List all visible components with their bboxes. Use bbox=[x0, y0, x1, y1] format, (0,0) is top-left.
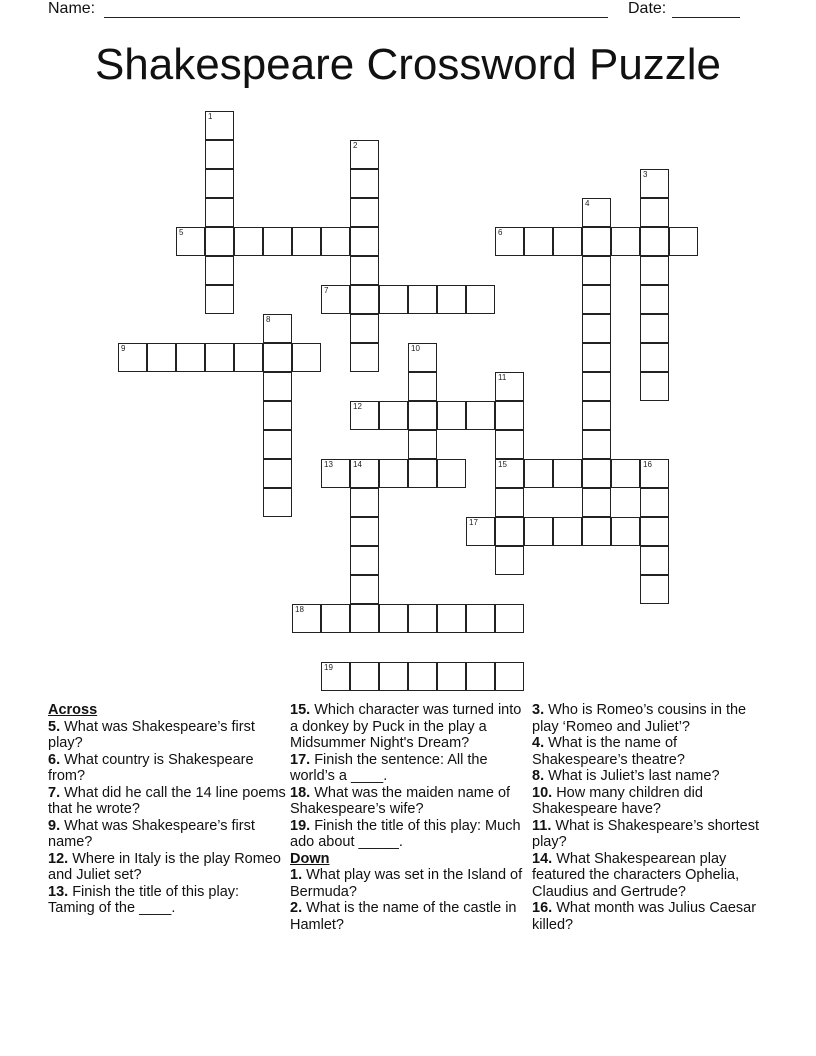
crossword-cell[interactable] bbox=[582, 401, 611, 430]
crossword-cell[interactable] bbox=[582, 372, 611, 401]
clue-item bbox=[532, 702, 770, 735]
crossword-cell[interactable] bbox=[640, 169, 669, 198]
cell-number: 1 bbox=[208, 112, 213, 121]
crossword-cell[interactable] bbox=[408, 343, 437, 372]
crossword-cell[interactable] bbox=[118, 343, 147, 372]
clue-item bbox=[290, 900, 528, 933]
clue-text: How many children did Shakespeare have? bbox=[532, 784, 703, 817]
crossword-cell[interactable] bbox=[408, 401, 437, 430]
crossword-cell[interactable] bbox=[205, 343, 234, 372]
clue-text: What country is Shakespeare from? bbox=[48, 751, 254, 784]
cell-number: 19 bbox=[324, 663, 333, 672]
clue-column-3 bbox=[532, 702, 770, 933]
crossword-cell[interactable] bbox=[350, 488, 379, 517]
crossword-cell[interactable] bbox=[234, 227, 263, 256]
clue-item bbox=[532, 818, 770, 851]
clue-item bbox=[532, 735, 770, 768]
cell-number: 12 bbox=[353, 402, 362, 411]
crossword-cell[interactable] bbox=[524, 517, 553, 546]
crossword-cell[interactable] bbox=[408, 430, 437, 459]
crossword-cell[interactable] bbox=[437, 604, 466, 633]
clue-item bbox=[290, 818, 528, 851]
clue-item bbox=[290, 752, 528, 785]
crossword-cell[interactable] bbox=[205, 111, 234, 140]
clue-number: 5. bbox=[48, 718, 61, 735]
crossword-cell[interactable] bbox=[292, 604, 321, 633]
cell-number: 6 bbox=[498, 228, 503, 237]
crossword-cell[interactable] bbox=[466, 401, 495, 430]
crossword-cell[interactable] bbox=[640, 343, 669, 372]
crossword-cell[interactable] bbox=[640, 459, 669, 488]
crossword-cell[interactable] bbox=[437, 285, 466, 314]
clue-item bbox=[290, 785, 528, 818]
clue-text: What Shakespearean play featured the characters Ophelia, Claudius and Gertrude? bbox=[532, 850, 740, 900]
clue-item bbox=[532, 768, 770, 785]
crossword-cell[interactable] bbox=[495, 662, 524, 691]
crossword-cell[interactable] bbox=[640, 517, 669, 546]
crossword-cell[interactable] bbox=[582, 430, 611, 459]
crossword-cell[interactable] bbox=[408, 459, 437, 488]
clue-number: 8. bbox=[532, 768, 545, 784]
clue-item bbox=[48, 884, 286, 917]
crossword-cell[interactable] bbox=[350, 314, 379, 343]
crossword-cell[interactable] bbox=[176, 227, 205, 256]
clue-number: 12. bbox=[48, 850, 69, 867]
clue-number: 11. bbox=[532, 817, 552, 834]
crossword-cell[interactable] bbox=[640, 314, 669, 343]
crossword-cell[interactable] bbox=[263, 401, 292, 430]
crossword-cell[interactable] bbox=[263, 459, 292, 488]
crossword-cell[interactable] bbox=[582, 517, 611, 546]
clue-text: Finish the sentence: All the world’s a ____. bbox=[290, 751, 488, 784]
crossword-cell[interactable] bbox=[582, 256, 611, 285]
crossword-cell[interactable] bbox=[437, 662, 466, 691]
clue-number: 15. bbox=[290, 702, 311, 718]
crossword-cell[interactable] bbox=[205, 169, 234, 198]
crossword-cell[interactable] bbox=[495, 372, 524, 401]
crossword-cell[interactable] bbox=[640, 285, 669, 314]
crossword-cell[interactable] bbox=[379, 401, 408, 430]
crossword-cell[interactable] bbox=[495, 401, 524, 430]
crossword-cell[interactable] bbox=[640, 256, 669, 285]
clue-text: What was Shakespeare’s first play? bbox=[48, 718, 255, 751]
crossword-cell[interactable] bbox=[495, 488, 524, 517]
crossword-cell[interactable] bbox=[321, 227, 350, 256]
crossword-cell[interactable] bbox=[611, 517, 640, 546]
crossword-cell[interactable] bbox=[495, 604, 524, 633]
clue-text: Who is Romeo’s cousins in the play ‘Romeo and Juliet’? bbox=[532, 702, 747, 735]
cell-number: 15 bbox=[498, 460, 507, 469]
crossword-cell[interactable] bbox=[205, 227, 234, 256]
clue-item bbox=[290, 702, 528, 752]
crossword-cell[interactable] bbox=[350, 227, 379, 256]
clue-number: 13. bbox=[48, 883, 69, 900]
crossword-cell[interactable] bbox=[350, 343, 379, 372]
crossword-cell[interactable] bbox=[263, 488, 292, 517]
crossword-cell[interactable] bbox=[350, 169, 379, 198]
crossword-cell[interactable] bbox=[495, 227, 524, 256]
crossword-cell[interactable] bbox=[611, 227, 640, 256]
clue-item bbox=[48, 851, 286, 884]
crossword-cell[interactable] bbox=[350, 285, 379, 314]
crossword-cell[interactable] bbox=[350, 401, 379, 430]
clue-number: 17. bbox=[290, 751, 311, 768]
crossword-cell[interactable] bbox=[408, 604, 437, 633]
crossword-cell[interactable] bbox=[205, 140, 234, 169]
clue-text: What did he call the 14 line poems that he wrote? bbox=[48, 784, 286, 817]
crossword-cell[interactable] bbox=[205, 285, 234, 314]
clue-number: 9. bbox=[48, 817, 61, 834]
crossword-cell[interactable] bbox=[408, 662, 437, 691]
crossword-cell[interactable] bbox=[553, 459, 582, 488]
crossword-cell[interactable] bbox=[263, 430, 292, 459]
clue-number: 3. bbox=[532, 702, 545, 718]
crossword-cell[interactable] bbox=[350, 256, 379, 285]
cell-number: 3 bbox=[643, 170, 648, 179]
crossword-cell[interactable] bbox=[176, 343, 205, 372]
crossword-cell[interactable] bbox=[553, 517, 582, 546]
clue-text: Finish the title of this play: Taming of the ____. bbox=[48, 883, 240, 916]
crossword-cell[interactable] bbox=[640, 546, 669, 575]
crossword-cell[interactable] bbox=[640, 198, 669, 227]
page-title: Shakespeare Crossword Puzzle bbox=[94, 40, 722, 89]
clue-number: 19. bbox=[290, 817, 311, 834]
crossword-cell[interactable] bbox=[379, 604, 408, 633]
crossword-cell[interactable] bbox=[263, 343, 292, 372]
clue-text: What was Shakespeare’s first name? bbox=[48, 817, 255, 850]
crossword-cell[interactable] bbox=[582, 285, 611, 314]
crossword-cell[interactable] bbox=[640, 372, 669, 401]
date-label: Date: bbox=[628, 0, 667, 17]
crossword-cell[interactable] bbox=[553, 227, 582, 256]
clue-text: What is Juliet’s last name? bbox=[548, 768, 720, 784]
crossword-cell[interactable] bbox=[466, 517, 495, 546]
crossword-cell[interactable] bbox=[321, 604, 350, 633]
crossword-cell[interactable] bbox=[466, 604, 495, 633]
cell-number: 14 bbox=[353, 460, 362, 469]
crossword-cell[interactable] bbox=[495, 546, 524, 575]
clue-item bbox=[532, 851, 770, 901]
crossword-cell[interactable] bbox=[437, 401, 466, 430]
crossword-cell[interactable] bbox=[350, 459, 379, 488]
crossword-cell[interactable] bbox=[408, 285, 437, 314]
crossword-cell[interactable] bbox=[379, 459, 408, 488]
crossword-cell[interactable] bbox=[611, 459, 640, 488]
clue-number: 1. bbox=[290, 867, 303, 883]
crossword-cell[interactable] bbox=[524, 459, 553, 488]
clue-number: 10. bbox=[532, 784, 553, 801]
crossword-cell[interactable] bbox=[582, 314, 611, 343]
crossword-cell[interactable] bbox=[582, 343, 611, 372]
clue-text: What is the name of the castle in Hamlet? bbox=[290, 900, 517, 933]
crossword-cell[interactable] bbox=[263, 227, 292, 256]
cell-number: 10 bbox=[411, 344, 420, 353]
crossword-cell[interactable] bbox=[292, 227, 321, 256]
down-heading: Down bbox=[290, 850, 330, 867]
clue-number: 14. bbox=[532, 850, 553, 867]
clue-item bbox=[48, 752, 286, 785]
crossword-cell[interactable] bbox=[582, 459, 611, 488]
crossword-cell[interactable] bbox=[582, 198, 611, 227]
cell-number: 16 bbox=[643, 460, 652, 469]
crossword-cell[interactable] bbox=[640, 488, 669, 517]
crossword-cell[interactable] bbox=[582, 488, 611, 517]
clue-column-2 bbox=[290, 702, 528, 933]
crossword-cell[interactable] bbox=[408, 372, 437, 401]
crossword-cell[interactable] bbox=[379, 285, 408, 314]
clue-number: 18. bbox=[290, 784, 311, 801]
cell-number: 8 bbox=[266, 315, 271, 324]
crossword-cell[interactable] bbox=[234, 343, 263, 372]
crossword-cell[interactable] bbox=[321, 285, 350, 314]
crossword-cell[interactable] bbox=[495, 517, 524, 546]
cell-number: 13 bbox=[324, 460, 333, 469]
clue-text: What was the maiden name of Shakespeare’s wife? bbox=[290, 784, 511, 817]
cell-number: 4 bbox=[585, 199, 590, 208]
crossword-cell[interactable] bbox=[205, 198, 234, 227]
cell-number: 17 bbox=[469, 518, 478, 527]
crossword-cell[interactable] bbox=[466, 285, 495, 314]
crossword-cell[interactable] bbox=[350, 575, 379, 604]
crossword-cell[interactable] bbox=[350, 140, 379, 169]
clue-text: Where in Italy is the play Romeo and Juliet set? bbox=[48, 850, 281, 883]
clue-item bbox=[290, 867, 528, 900]
crossword-cell[interactable] bbox=[147, 343, 176, 372]
cell-number: 2 bbox=[353, 141, 358, 150]
crossword-cell[interactable] bbox=[350, 662, 379, 691]
clue-text: What month was Julius Caesar killed? bbox=[532, 900, 757, 933]
crossword-cell[interactable] bbox=[379, 662, 408, 691]
clue-text: What is Shakespeare’s shortest play? bbox=[532, 817, 760, 850]
clue-item bbox=[48, 818, 286, 851]
cell-number: 9 bbox=[121, 344, 126, 353]
crossword-cell[interactable] bbox=[495, 430, 524, 459]
crossword-cell[interactable] bbox=[437, 459, 466, 488]
clue-number: 7. bbox=[48, 784, 61, 801]
clue-number: 2. bbox=[290, 900, 303, 916]
crossword-cell[interactable] bbox=[466, 662, 495, 691]
clue-item bbox=[532, 900, 770, 933]
clue-item bbox=[48, 719, 286, 752]
clue-number: 16. bbox=[532, 900, 553, 916]
crossword-cell[interactable] bbox=[321, 459, 350, 488]
crossword-cell[interactable] bbox=[582, 227, 611, 256]
clue-item bbox=[48, 785, 286, 818]
clue-item bbox=[532, 785, 770, 818]
crossword-cell[interactable] bbox=[292, 343, 321, 372]
cell-number: 7 bbox=[324, 286, 329, 295]
crossword-cell[interactable] bbox=[263, 372, 292, 401]
cell-number: 18 bbox=[295, 605, 304, 614]
clue-text: What is the name of Shakespeare’s theatre? bbox=[532, 735, 685, 768]
crossword-cell[interactable] bbox=[640, 227, 669, 256]
name-label: Name: bbox=[48, 0, 96, 17]
crossword-cell[interactable] bbox=[350, 546, 379, 575]
clue-text: Which character was turned into a donkey by Puck in the play a Midsummer Night's Dream? bbox=[290, 702, 522, 751]
clue-text: What play was set in the Island of Bermuda? bbox=[290, 867, 523, 900]
crossword-cell[interactable] bbox=[321, 662, 350, 691]
cell-number: 11 bbox=[498, 373, 507, 382]
crossword-cell[interactable] bbox=[350, 517, 379, 546]
crossword-cell[interactable] bbox=[350, 604, 379, 633]
clue-column-1 bbox=[48, 702, 286, 917]
crossword-cell[interactable] bbox=[640, 575, 669, 604]
clue-number: 6. bbox=[48, 751, 61, 768]
across-heading: Across bbox=[48, 702, 98, 718]
clue-text: Finish the title of this play: Much ado about _____. bbox=[290, 817, 521, 850]
crossword-cell[interactable] bbox=[263, 314, 292, 343]
crossword-cell[interactable] bbox=[495, 459, 524, 488]
crossword-cell[interactable] bbox=[669, 227, 698, 256]
cell-number: 5 bbox=[179, 228, 184, 237]
crossword-cell[interactable] bbox=[350, 198, 379, 227]
crossword-cell[interactable] bbox=[524, 227, 553, 256]
crossword-cell[interactable] bbox=[205, 256, 234, 285]
clue-number: 4. bbox=[532, 735, 545, 751]
